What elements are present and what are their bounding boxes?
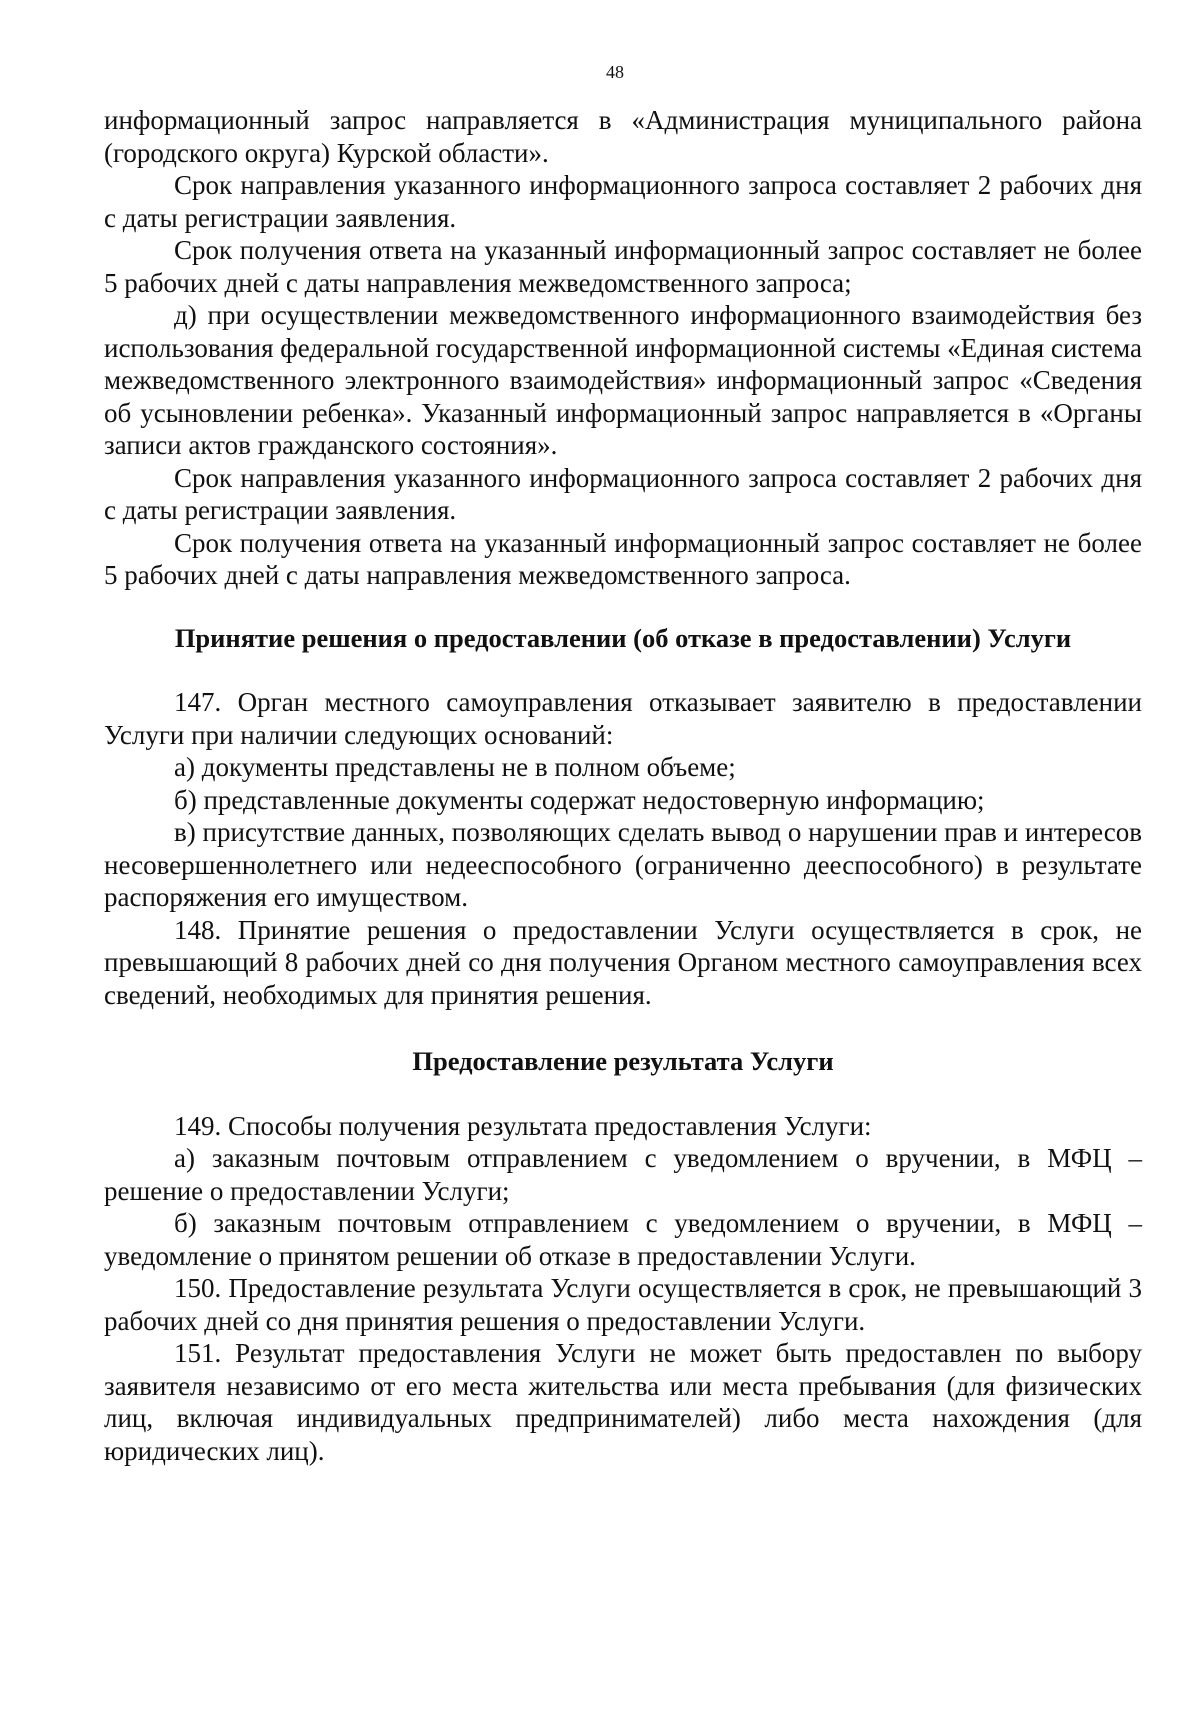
paragraph-148: 148. Принятие решения о предоставлении Услуги осуществляется в срок, не превышающий 8 рабочих дней со дня получения Органом местного самоуправления всех сведений, необходимых для принятия решения. <box>104 914 1142 1010</box>
paragraph-147-a: а) документы представлены не в полном объеме; <box>174 752 736 782</box>
paragraph-151: 151. Результат предоставления Услуги не может быть предоставлен по выбору заявителя независимо от его места жительства или места пребывания (для физических лиц, включая индивидуальных предпринимателей) либо места нахождения (для юридических лиц). <box>104 1338 1142 1466</box>
page-number: 48 <box>606 62 624 82</box>
paragraph-request-deadline-2: Срок направления указанного информационного запроса составляет 2 рабочих дня с даты регистрации заявления. <box>104 462 1142 525</box>
section-heading-decision: Принятие решения о предоставлении (об отказе в предоставлении) Услуги <box>174 622 1072 653</box>
paragraph-147: 147. Орган местного самоуправления отказывает заявителю в предоставлении Услуги при наличии следующих оснований: <box>104 687 1142 750</box>
document-body <box>104 104 1142 1467</box>
paragraph-request-direction: информационный запрос направляется в «Администрация муниципального района (городского округа) Курской области». <box>104 105 1142 168</box>
paragraph-request-deadline: Срок направления указанного информационного запроса составляет 2 рабочих дня с даты регистрации заявления. <box>104 170 1142 233</box>
section-gap <box>104 654 1142 686</box>
paragraph-response-deadline: Срок получения ответа на указанный информационный запрос составляет не более 5 рабочих дней с даты направления межведомственного запроса; <box>104 235 1142 298</box>
paragraph-149: 149. Способы получения результата предоставления Услуги: <box>174 1110 872 1141</box>
section-gap <box>104 1078 1142 1110</box>
paragraph-149-b: б) заказным почтовым отправлением с уведомлением о вручении, в МФЦ – уведомление о принятом решении об отказе в предоставлении Услуги. <box>104 1208 1142 1271</box>
section-gap <box>104 592 1142 622</box>
paragraph-item-d: д) при осуществлении межведомственного информационного взаимодействия без использования федеральной государственной информационной системы «Единая система межведомственного электронного взаимодействия» информационный запрос «Сведения об усыновлении ребенка». Указанный информационный запрос направляется в «Органы записи актов гражданского состояния». <box>104 300 1142 460</box>
paragraph-150: 150. Предоставление результата Услуги осуществляется в срок, не превышающий 3 рабочих дней со дня принятия решения о предоставлении Услуги. <box>104 1273 1142 1336</box>
paragraph-149-a: а) заказным почтовым отправлением с уведомлением о вручении, в МФЦ – решение о предоставлении Услуги; <box>104 1143 1142 1206</box>
section-gap <box>104 1011 1142 1045</box>
paragraph-response-deadline-2: Срок получения ответа на указанный информационный запрос составляет не более 5 рабочих дней с даты направления межведомственного запроса. <box>104 527 1142 590</box>
section-heading-result: Предоставление результата Услуги <box>412 1046 834 1076</box>
paragraph-147-v: в) присутствие данных, позволяющих сделать вывод о нарушении прав и интересов несовершеннолетнего или недееспособного (ограниченно дееспособного) в результате распоряжения его имуществом. <box>104 817 1142 912</box>
paragraph-147-b: б) представленные документы содержат недостоверную информацию; <box>174 784 985 815</box>
